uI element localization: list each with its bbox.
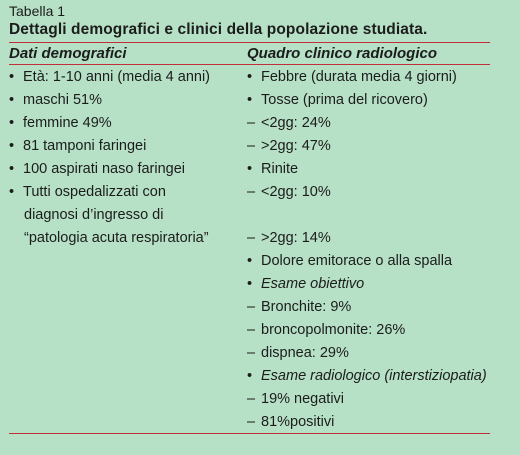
bullet-icon: • — [9, 115, 15, 131]
list-item — [247, 411, 497, 434]
list-item-text: maschi 51% — [23, 92, 102, 108]
header-clinical: Quadro clinico radiologico — [247, 45, 438, 62]
header-divider — [9, 64, 490, 65]
list-item-text: diagnosi d’ingresso di — [24, 207, 164, 223]
dash-marker: – — [247, 184, 256, 200]
list-item-text: femmine 49% — [23, 115, 112, 131]
list-item — [9, 112, 245, 135]
list-item — [9, 181, 245, 204]
bullet-icon: • — [9, 184, 15, 200]
list-item-text: Età: 1-10 anni (media 4 anni) — [23, 69, 210, 85]
dash-marker: – — [247, 138, 256, 154]
table-caption: Tabella 1 — [9, 3, 66, 19]
list-item-text: >2gg: 14% — [261, 230, 331, 246]
list-item — [247, 112, 497, 135]
list-item-text: 81 tamponi faringei — [23, 138, 147, 154]
list-item — [247, 388, 497, 411]
list-item — [9, 158, 245, 181]
bullet-icon: • — [247, 161, 253, 177]
bottom-divider — [9, 433, 490, 434]
dash-marker: – — [247, 299, 256, 315]
list-item — [247, 204, 497, 227]
list-item-text: >2gg: 47% — [261, 138, 331, 154]
bullet-icon: • — [247, 253, 253, 269]
list-item-text: Bronchite: 9% — [261, 299, 352, 315]
list-item — [9, 66, 245, 89]
list-item — [247, 66, 497, 89]
list-item — [247, 319, 497, 342]
list-item — [247, 158, 497, 181]
list-item — [9, 135, 245, 158]
list-item-text: Esame obiettivo — [261, 276, 365, 292]
list-item — [9, 204, 245, 227]
dash-marker: – — [247, 115, 256, 131]
bullet-icon: • — [9, 69, 15, 85]
bullet-icon: • — [9, 138, 15, 154]
dash-marker: – — [247, 345, 256, 361]
list-item-text: “patologia acuta respiratoria” — [24, 230, 209, 246]
bullet-icon: • — [9, 161, 15, 177]
bullet-icon: • — [247, 69, 253, 85]
dash-marker: – — [247, 230, 256, 246]
dash-marker: – — [247, 322, 256, 338]
table-title: Dettagli demografici e clinici della popolazione studiata. — [9, 21, 428, 38]
demographics-column — [9, 66, 245, 250]
list-item-text: Esame radiologico (interstiziopatia) — [261, 368, 487, 384]
list-item-text: <2gg: 10% — [261, 184, 331, 200]
list-item-text: Rinite — [261, 161, 299, 177]
list-item — [247, 296, 497, 319]
list-item — [9, 89, 245, 112]
list-item — [247, 342, 497, 365]
dash-marker: – — [247, 391, 256, 407]
header-demographics: Dati demografici — [9, 45, 127, 62]
list-item-text: 100 aspirati naso faringei — [23, 161, 186, 177]
list-item-text: broncopolmonite: 26% — [261, 322, 406, 338]
top-divider — [9, 42, 490, 43]
clinical-column — [247, 66, 497, 434]
list-item-text: Dolore emitorace o alla spalla — [261, 253, 453, 269]
dash-marker: – — [247, 414, 256, 430]
list-item-text: 81%positivi — [261, 414, 335, 430]
list-item-text: Febbre (durata media 4 giorni) — [261, 69, 457, 85]
list-item-text: Tosse (prima del ricovero) — [261, 92, 428, 108]
list-item — [247, 365, 497, 388]
list-item-text: 19% negativi — [261, 391, 345, 407]
bullet-icon: • — [247, 368, 253, 384]
list-item — [247, 273, 497, 296]
bullet-icon: • — [247, 276, 253, 292]
list-item — [247, 181, 497, 204]
list-item-text: dispnea: 29% — [261, 345, 349, 361]
list-item-text: Tutti ospedalizzati con — [23, 184, 166, 200]
list-item — [247, 227, 497, 250]
bullet-icon: • — [247, 92, 253, 108]
list-item — [247, 89, 497, 112]
list-item-text: <2gg: 24% — [261, 115, 331, 131]
bullet-icon: • — [9, 92, 15, 108]
list-item — [247, 135, 497, 158]
list-item — [9, 227, 245, 250]
list-item — [247, 250, 497, 273]
